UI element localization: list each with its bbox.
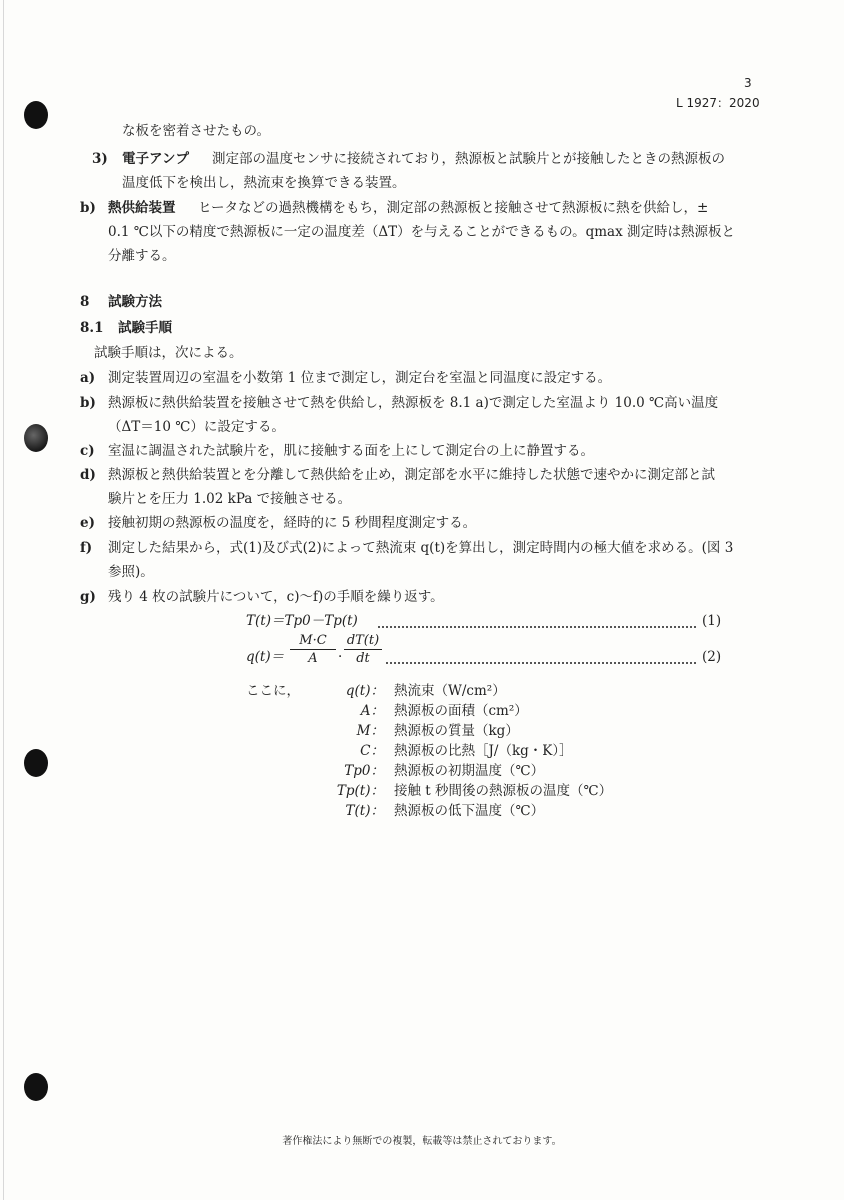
def-desc-a: 熱源板の面積（cm²）: [394, 703, 528, 719]
equation-2-lhs: q(t)＝: [246, 649, 285, 665]
step-a-mark: a): [80, 370, 96, 386]
copyright-notice: 著作権法により無断での複製，転載等は禁止されております。: [282, 1136, 562, 1147]
def-desc-tp0: 熱源板の初期温度（℃）: [394, 763, 545, 779]
page-edge: [3, 0, 4, 1200]
def-desc-tpt: 接触 t 秒間後の熱源板の温度（℃）: [394, 783, 613, 799]
item-b-text-2: 0.1 ℃以下の精度で熱源板に一定の温度差（ΔT）を与えることができるもの。qmax 測定時は熱源板と: [108, 224, 735, 240]
step-g-text: 残り 4 枚の試験片について，c)〜f)の手順を繰り返す。: [108, 589, 444, 605]
section-8-title: 試験方法: [108, 294, 162, 310]
def-symbol-c: C：: [360, 743, 384, 759]
step-e-text: 接触初期の熱源板の温度を，経時的に 5 秒間程度測定する。: [108, 515, 477, 531]
item-3-mark: 3): [92, 151, 108, 167]
def-desc-c: 熱源板の比熱［J/（kg・K）］: [394, 743, 573, 759]
def-symbol-m: M：: [356, 723, 384, 739]
step-c-mark: c): [80, 443, 95, 459]
definitions-intro: ここに，: [246, 683, 300, 699]
step-e-mark: e): [80, 515, 95, 531]
def-symbol-tp0: Tp0：: [344, 763, 384, 779]
fraction-2-bar: [344, 649, 382, 650]
page-number: 3: [744, 76, 752, 90]
punch-hole-3: [24, 749, 48, 777]
def-desc-q: 熱流束（W/cm²）: [394, 683, 506, 699]
step-b-mark: b): [80, 395, 96, 411]
step-d-text: 熱源板と熱供給装置とを分離して熱供給を止め，測定部を水平に維持した状態で速やかに測定部と試: [108, 467, 715, 483]
equation-1-leader: [378, 616, 696, 628]
def-symbol-q: q(t)：: [345, 683, 384, 699]
step-f-text-2: 参照)。: [108, 564, 154, 580]
equation-1: T(t)＝Tp0－Tp(t): [246, 613, 358, 629]
def-symbol-tpt: Tp(t)：: [336, 783, 384, 799]
equation-2-number: (2): [702, 649, 722, 665]
fraction-1-numerator: M·C: [299, 633, 327, 648]
fraction-1-denominator: A: [308, 651, 318, 666]
step-d-mark: d): [80, 467, 96, 483]
equation-2-fraction-1: [290, 633, 336, 666]
continuation-line: な板を密着させたもの。: [122, 123, 270, 139]
section-8-number: 8: [80, 294, 90, 310]
step-d-text-2: 験片とを圧力 1.02 kPa で接触させる。: [108, 491, 352, 507]
punch-hole-4: [24, 1073, 48, 1101]
fraction-2-denominator: dt: [356, 651, 370, 666]
step-f-mark: f): [80, 540, 93, 556]
section-8-1-title: 試験手順: [118, 320, 172, 336]
fraction-1-bar: [290, 649, 336, 650]
def-symbol-tt: T(t)：: [345, 803, 384, 819]
item-b-title: 熱供給装置: [108, 200, 176, 216]
equation-2-fraction-2: [344, 633, 382, 666]
step-f-text: 測定した結果から，式(1)及び式(2)によって熱流束 q(t)を算出し，測定時間内の極大値を求める。(図 3: [108, 540, 734, 556]
def-desc-m: 熱源板の質量（kg）: [394, 723, 519, 739]
equation-1-number: (1): [702, 613, 722, 629]
item-b-text: ヒータなどの過熱機構をもち，測定部の熱源板と接触させて熱源板に熱を供給し，±: [198, 200, 709, 216]
punch-hole-2: [24, 424, 48, 452]
def-symbol-a: A：: [360, 703, 384, 719]
equation-2-dot: ·: [338, 649, 343, 665]
punch-hole-1: [24, 101, 48, 129]
step-a-text: 測定装置周辺の室温を小数第 1 位まで測定し，測定台を室温と同温度に設定する。: [108, 370, 612, 386]
def-desc-tt: 熱源板の低下温度（℃）: [394, 803, 545, 819]
item-3-text: 測定部の温度センサに接続されており，熱源板と試験片とが接触したときの熱源板の: [212, 151, 725, 167]
fraction-2-numerator: dT(t): [346, 633, 380, 648]
item-b-text-3: 分離する。: [108, 248, 176, 264]
step-b-text-2: （ΔT＝10 ℃）に設定する。: [108, 419, 285, 435]
standard-id: L 1927：2020: [676, 96, 760, 110]
step-g-mark: g): [80, 589, 96, 605]
procedure-intro: 試験手順は，次による。: [94, 345, 243, 361]
section-8-1-number: 8.1: [80, 320, 104, 336]
item-3-text-2: 温度低下を検出し，熱流束を換算できる装置。: [122, 175, 406, 191]
equation-2-leader: [386, 652, 696, 664]
item-b-mark: b): [80, 200, 96, 216]
item-3-title: 電子アンプ: [122, 151, 189, 167]
step-c-text: 室温に調温された試験片を，肌に接触する面を上にして測定台の上に静置する。: [108, 443, 594, 459]
step-b-text: 熱源板に熱供給装置を接触させて熱を供給し，熱源板を 8.1 a)で測定した室温より 10.0 ℃高い温度: [108, 395, 719, 411]
